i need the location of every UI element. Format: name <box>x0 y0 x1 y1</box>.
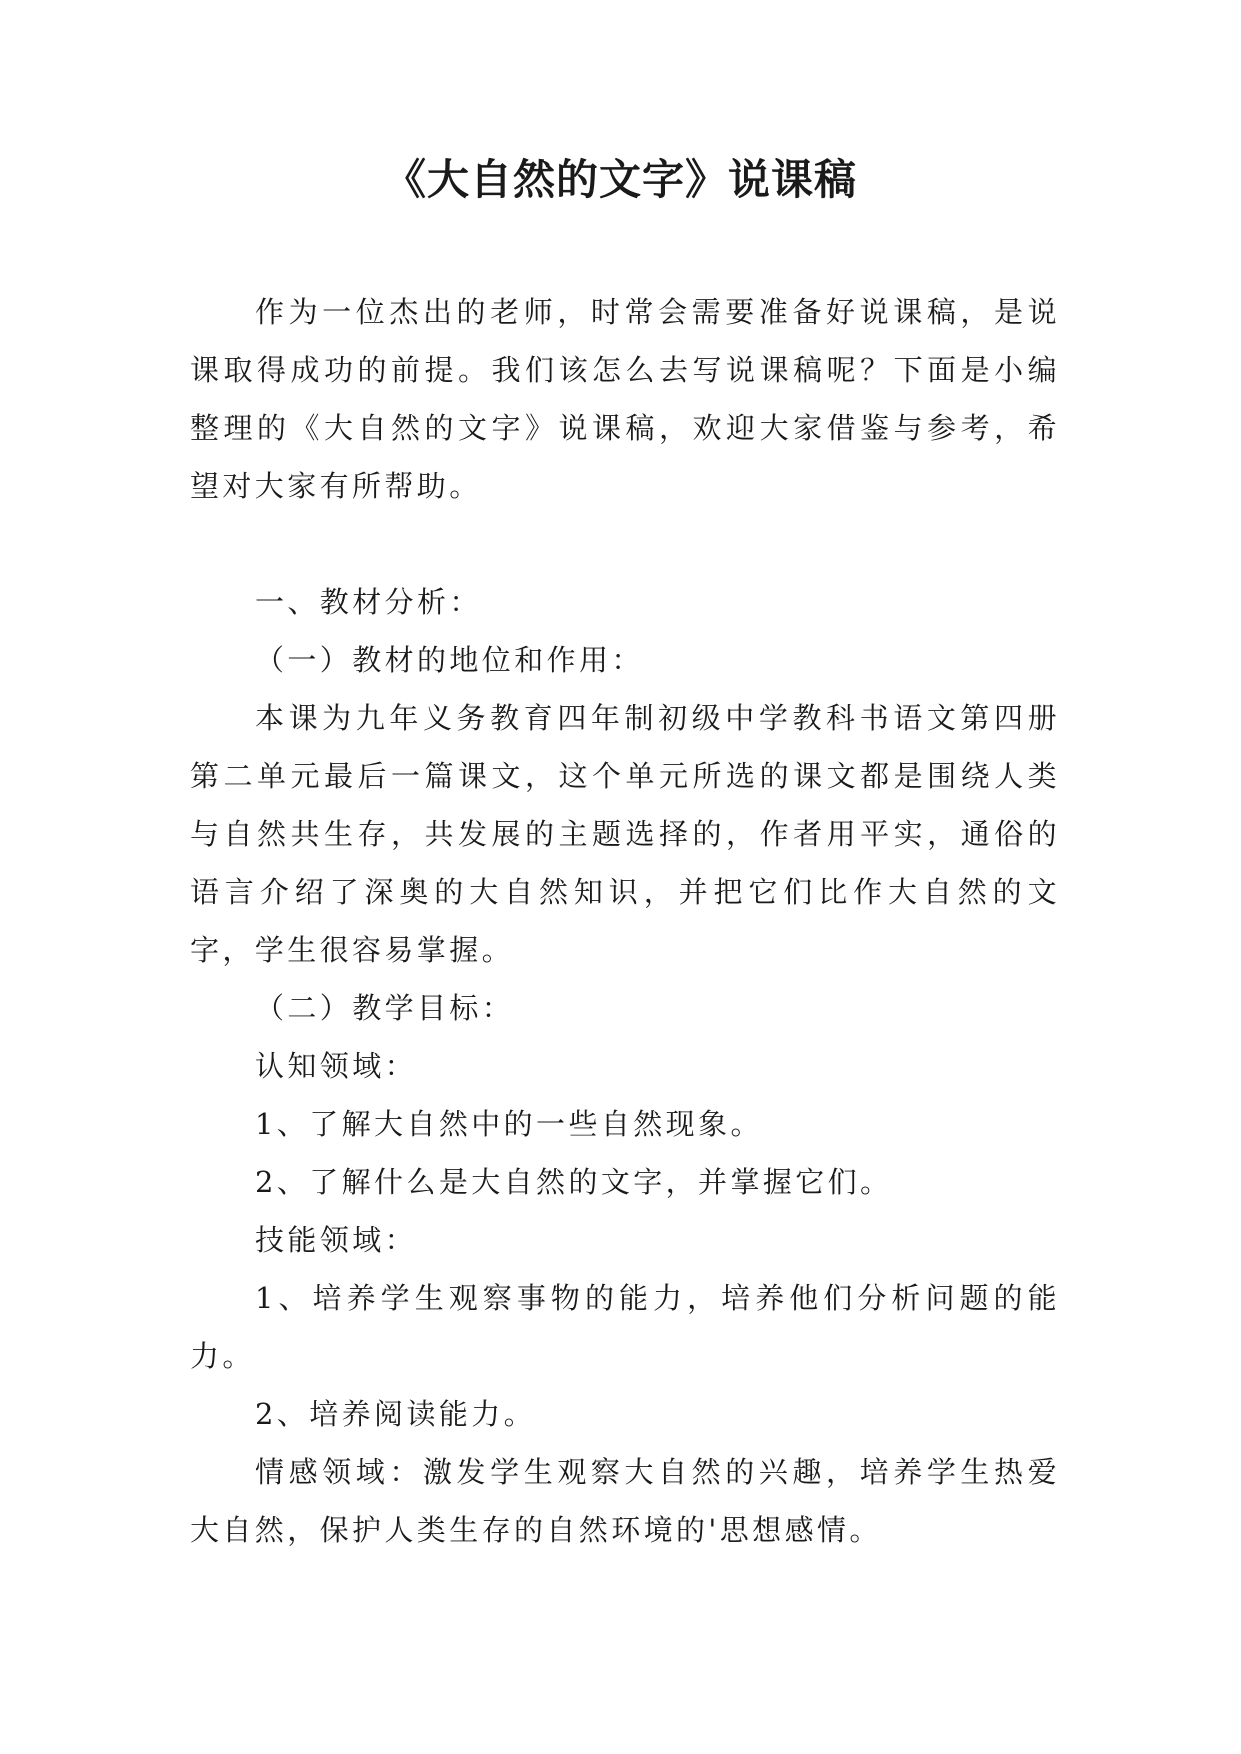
document-title: 《大自然的文字》说课稿 <box>383 155 857 204</box>
emotion-domain-paragraph: 情感领域：激发学生观察大自然的兴趣，培养学生热爱大自然，保护人类生存的自然环境的'思想感情。 <box>190 1455 1060 1547</box>
paragraph-gap <box>190 515 1060 573</box>
cognitive-item: 1、了解大自然中的一些自然现象。 <box>255 1107 763 1141</box>
status-role-paragraph: 本课为九年义务教育四年制初级中学教科书语文第四册第二单元最后一篇课文，这个单元所选的课文都是围绕人类与自然共生存，共发展的主题选择的，作者用平实，通俗的语言介绍了深奥的大自然知识，并把它们比作大自然的文字，学生很容易掌握。 <box>190 701 1060 967</box>
skill-domain-heading: 技能领域： <box>255 1223 418 1257</box>
document-body <box>190 283 1060 1559</box>
intro-paragraph: 作为一位杰出的老师，时常会需要准备好说课稿，是说课取得成功的前提。我们该怎么去写说课稿呢？下面是小编整理的《大自然的文字》说课稿，欢迎大家借鉴与参考，希望对大家有所帮助。 <box>190 295 1060 503</box>
subsection-heading-teaching-goals: （二）教学目标： <box>255 991 515 1025</box>
skill-item: 1、培养学生观察事物的能力，培养他们分析问题的能力。 <box>190 1281 1060 1373</box>
section-heading-textbook-analysis: 一、教材分析： <box>255 585 482 619</box>
cognitive-item: 2、了解什么是大自然的文字，并掌握它们。 <box>255 1165 893 1199</box>
cognitive-domain-heading: 认知领域： <box>255 1049 418 1083</box>
skill-item: 2、培养阅读能力。 <box>255 1397 537 1431</box>
subsection-heading-status-role: （一）教材的地位和作用： <box>255 643 644 677</box>
